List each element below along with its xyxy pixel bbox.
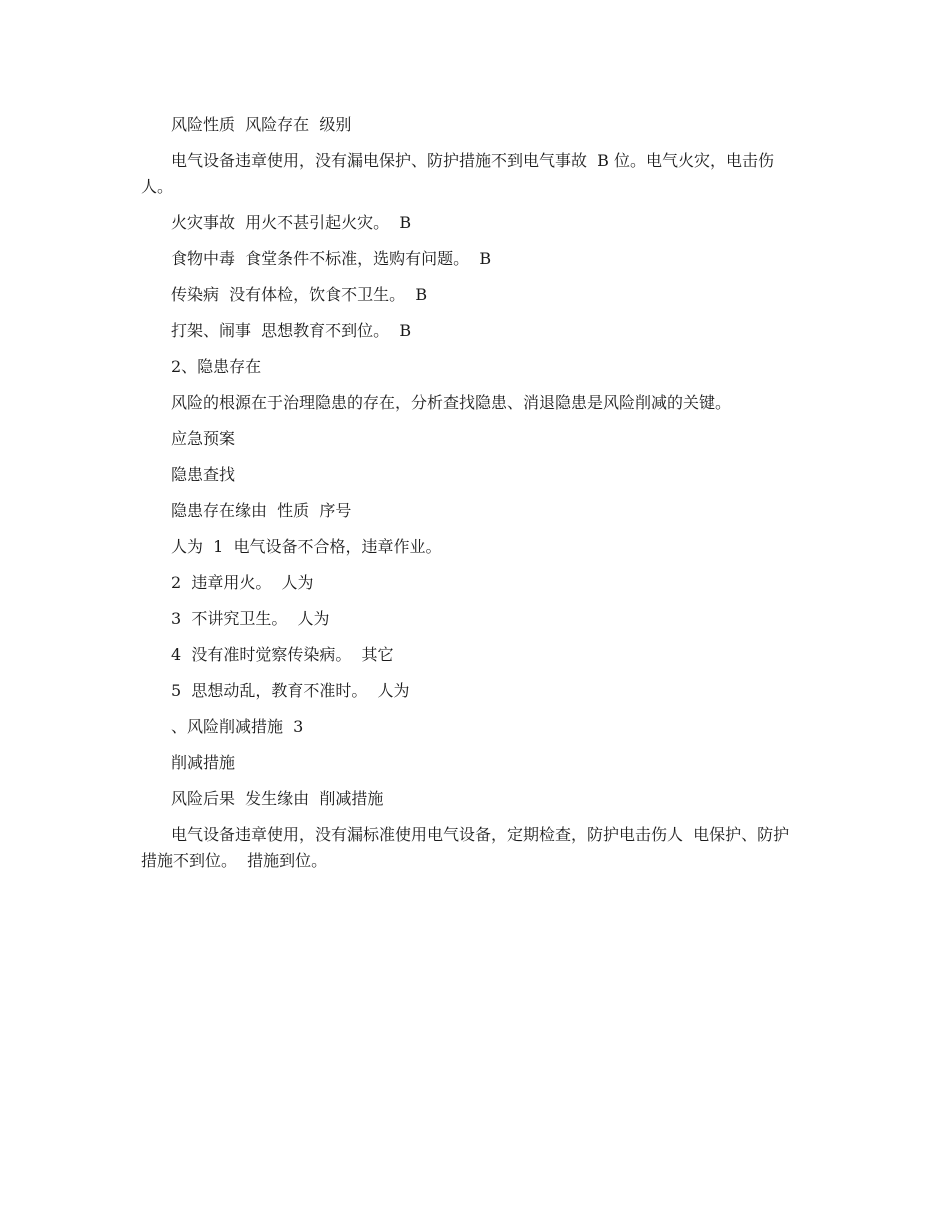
heading-emergency-plan: 应急预案 [171, 429, 236, 448]
heading-reduction-measures: 削减措施 [171, 753, 236, 772]
hazard-item-4: 4 没有准时觉察传染病。 其它 [171, 645, 394, 664]
paragraph-electrical-risk: 电气设备违章使用，没有漏电保护、防护措施不到电气事故 B 位。电气火灾，电击伤人。 [141, 151, 775, 196]
paragraph-fire-risk: 火灾事故 用火不甚引起火灾。 B [171, 213, 412, 232]
paragraph-infectious-disease-risk: 传染病 没有体检，饮食不卫生。 B [171, 285, 428, 304]
paragraph-electrical-reduction: 电气设备违章使用，没有漏标准使用电气设备，定期检查，防护电击伤人 电保护、防护措施不到位。 措施到位。 [141, 825, 790, 870]
paragraph-reduction-table-header: 风险后果 发生缘由 削减措施 [171, 789, 384, 808]
paragraph-hazard-root: 风险的根源在于治理隐患的存在，分析查找隐患、消退隐患是风险削减的关键。 [171, 393, 732, 412]
hazard-item-1: 人为 1 电气设备不合格，违章作业。 [171, 537, 442, 556]
section-heading-hazards: 2、隐患存在 [171, 357, 262, 376]
hazard-item-3: 3 不讲究卫生。 人为 [171, 609, 330, 628]
hazard-item-2: 2 违章用火。 人为 [171, 573, 314, 592]
hazard-item-5: 5 思想动乱，教育不准时。 人为 [171, 681, 410, 700]
section-heading-risk-reduction: 、风险削减措施 3 [171, 717, 304, 736]
paragraph-fighting-risk: 打架、闹事 思想教育不到位。 B [171, 321, 412, 340]
heading-hazard-search: 隐患查找 [171, 465, 236, 484]
paragraph-food-poisoning-risk: 食物中毒 食堂条件不标准，选购有问题。 B [171, 249, 492, 268]
document-body [141, 112, 801, 884]
paragraph-risk-header: 风险性质 风险存在 级别 [171, 115, 352, 134]
paragraph-hazard-table-header: 隐患存在缘由 性质 序号 [171, 501, 352, 520]
